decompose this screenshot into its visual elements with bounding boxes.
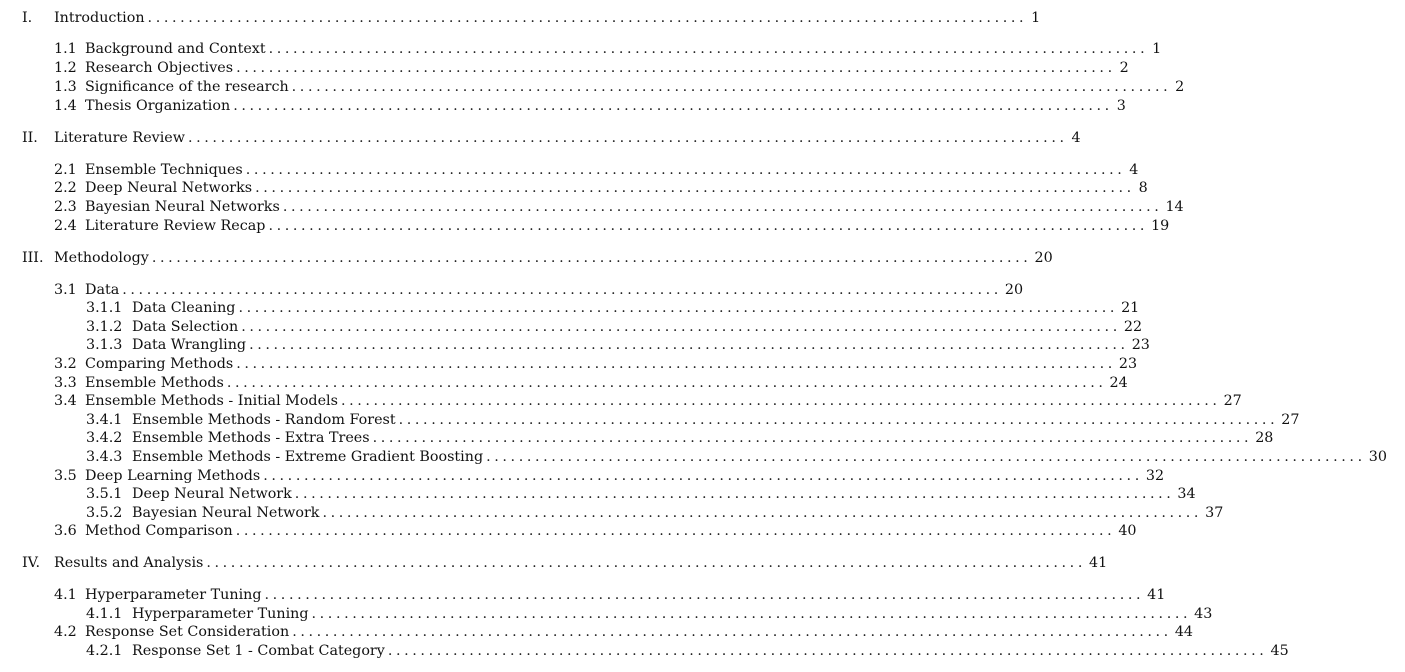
entry-number: 1.2 — [54, 60, 77, 76]
dot-leader: ............................................................................................................ — [268, 41, 1149, 57]
entry-title: Literature Review — [54, 130, 185, 146]
dot-leader: ............................................................................................................ — [206, 555, 1086, 571]
dot-leader: ............................................................................................................ — [322, 505, 1203, 521]
dot-leader: ............................................................................................................ — [151, 250, 1032, 266]
entry-page: 34 — [1177, 486, 1196, 502]
toc-section-1-1[interactable] — [0, 40, 1162, 58]
toc-section-1-3[interactable] — [0, 78, 1185, 96]
dot-leader: ............................................................................................................ — [282, 199, 1163, 215]
entry-title: Thesis Organization — [85, 98, 231, 114]
entry-title: Comparing Methods — [85, 356, 234, 372]
entry-number: 3.2 — [54, 356, 77, 372]
toc-section-4-2[interactable] — [0, 623, 1194, 641]
toc-chapter-1[interactable] — [0, 9, 1041, 27]
entry-page: 4 — [1129, 162, 1139, 178]
toc-section-1-2[interactable] — [0, 59, 1129, 77]
dot-leader: ............................................................................................................ — [238, 300, 1119, 316]
entry-number: 3.4.3 — [86, 449, 123, 465]
entry-title: Bayesian Neural Networks — [85, 199, 280, 215]
entry-number: 3.1.1 — [86, 300, 123, 316]
toc-section-1-4[interactable] — [0, 97, 1126, 115]
entry-number: 3.5 — [54, 468, 77, 484]
toc-subsection-3-5-2[interactable] — [0, 504, 1224, 522]
dot-leader: ............................................................................................................ — [233, 98, 1113, 114]
entry-title: Literature Review Recap — [85, 218, 266, 234]
dot-leader: ............................................................................................................ — [292, 624, 1172, 640]
entry-title: Data Selection — [132, 319, 239, 335]
entry-page: 21 — [1121, 300, 1140, 316]
entry-page: 23 — [1131, 337, 1150, 353]
entry-page: 24 — [1109, 375, 1128, 391]
entry-number: 4.2.1 — [86, 643, 123, 659]
entry-title: Results and Analysis — [54, 555, 204, 571]
entry-page: 23 — [1118, 356, 1138, 372]
toc-subsection-3-1-1[interactable] — [0, 299, 1140, 317]
entry-page: 22 — [1123, 319, 1143, 335]
toc-chapter-4[interactable] — [0, 554, 1108, 572]
entry-title: Method Comparison — [85, 523, 233, 539]
dot-leader: ............................................................................................................ — [372, 430, 1253, 446]
entry-page: 40 — [1118, 523, 1137, 539]
entry-page: 30 — [1368, 449, 1387, 465]
entry-number: 3.3 — [54, 375, 77, 391]
entry-page: 19 — [1151, 218, 1170, 234]
entry-title: Bayesian Neural Network — [132, 505, 320, 521]
dot-leader: ............................................................................................................ — [226, 375, 1107, 391]
toc-section-3-4[interactable] — [0, 392, 1242, 410]
entry-title: Data Cleaning — [132, 300, 236, 316]
entry-title: Background and Context — [85, 41, 266, 57]
toc-section-2-1[interactable] — [0, 161, 1139, 179]
entry-page: 20 — [1004, 282, 1024, 298]
entry-page: 41 — [1147, 587, 1166, 603]
toc-section-2-4[interactable] — [0, 217, 1170, 235]
dot-leader: ............................................................................................................ — [147, 10, 1028, 26]
toc-chapter-2[interactable] — [0, 129, 1081, 147]
entry-title: Data Wrangling — [132, 337, 247, 353]
toc-section-3-1[interactable] — [0, 281, 1024, 299]
dot-leader: ............................................................................................................ — [263, 468, 1143, 484]
entry-title: Hyperparameter Tuning — [85, 587, 262, 603]
dot-leader: ............................................................................................................ — [255, 180, 1135, 196]
entry-number: 2.4 — [54, 218, 77, 234]
dot-leader: ............................................................................................................ — [486, 449, 1366, 465]
dot-leader: ............................................................................................................ — [249, 337, 1129, 353]
entry-page: 2 — [1175, 79, 1185, 95]
entry-title: Deep Neural Networks — [85, 180, 253, 196]
entry-page: 20 — [1034, 250, 1053, 266]
toc-section-3-2[interactable] — [0, 355, 1138, 373]
entry-title: Ensemble Methods - Extra Trees — [132, 430, 370, 446]
dot-leader: ............................................................................................................ — [340, 393, 1221, 409]
dot-leader: ............................................................................................................ — [294, 486, 1175, 502]
dot-leader: ............................................................................................................ — [236, 356, 1116, 372]
toc-section-4-1[interactable] — [0, 586, 1166, 604]
entry-title: Deep Neural Network — [132, 486, 292, 502]
entry-page: 14 — [1165, 199, 1184, 215]
entry-number: 3.1.3 — [86, 337, 123, 353]
dot-leader: ............................................................................................................ — [245, 162, 1126, 178]
entry-title: Ensemble Techniques — [85, 162, 243, 178]
dot-leader: ............................................................................................................ — [387, 643, 1268, 659]
entry-number: IV. — [22, 555, 41, 571]
toc-subsection-3-4-3[interactable] — [0, 448, 1387, 466]
entry-title: Ensemble Methods - Initial Models — [85, 393, 338, 409]
entry-number: 1.3 — [54, 79, 77, 95]
entry-page: 37 — [1205, 505, 1224, 521]
toc-section-3-6[interactable] — [0, 522, 1137, 540]
toc-section-3-3[interactable] — [0, 374, 1128, 392]
entry-number: 3.6 — [54, 523, 77, 539]
entry-number: 4.1 — [54, 587, 77, 603]
entry-number: 3.4.1 — [86, 412, 123, 428]
dot-leader: ............................................................................................................ — [188, 130, 1068, 146]
entry-number: 3.5.1 — [86, 486, 123, 502]
entry-page: 41 — [1088, 555, 1108, 571]
toc-subsection-3-1-2[interactable] — [0, 318, 1143, 336]
entry-page: 2 — [1119, 60, 1129, 76]
toc-subsection-3-5-1[interactable] — [0, 485, 1196, 503]
toc-subsection-3-4-2[interactable] — [0, 429, 1274, 447]
entry-page: 45 — [1270, 643, 1289, 659]
entry-title: Introduction — [54, 10, 145, 26]
dot-leader: ............................................................................................................ — [235, 523, 1116, 539]
entry-number: 4.1.1 — [86, 606, 123, 622]
dot-leader: ............................................................................................................ — [268, 218, 1149, 234]
dot-leader: ............................................................................................................ — [398, 412, 1279, 428]
toc-subsection-4-1-1[interactable] — [0, 605, 1213, 623]
entry-number: 1.1 — [54, 41, 77, 57]
entry-number: II. — [22, 130, 38, 146]
entry-title: Hyperparameter Tuning — [132, 606, 309, 622]
entry-title: Research Objectives — [85, 60, 234, 76]
toc-subsection-3-1-3[interactable] — [0, 336, 1150, 354]
entry-title: Response Set Consideration — [85, 624, 290, 640]
entry-title: Significance of the research — [85, 79, 289, 95]
entry-number: I. — [22, 10, 33, 26]
entry-title: Ensemble Methods - Random Forest — [132, 412, 396, 428]
entry-number: 2.2 — [54, 180, 77, 196]
dot-leader: ............................................................................................................ — [264, 587, 1145, 603]
entry-title: Deep Learning Methods — [85, 468, 261, 484]
entry-title: Ensemble Methods — [85, 375, 224, 391]
entry-page: 43 — [1194, 606, 1213, 622]
entry-number: 3.4 — [54, 393, 77, 409]
toc-section-2-3[interactable] — [0, 198, 1184, 216]
entry-number: III. — [22, 250, 44, 266]
entry-page: 27 — [1223, 393, 1242, 409]
dot-leader: ............................................................................................................ — [291, 79, 1172, 95]
entry-number: 3.5.2 — [86, 505, 123, 521]
dot-leader: ............................................................................................................ — [241, 319, 1121, 335]
entry-page: 1 — [1152, 41, 1162, 57]
entry-title: Data — [85, 282, 120, 298]
entry-number: 3.4.2 — [86, 430, 123, 446]
entry-number: 3.1 — [54, 282, 77, 298]
dot-leader: ............................................................................................................ — [236, 60, 1116, 76]
entry-page: 8 — [1138, 180, 1148, 196]
entry-number: 2.1 — [54, 162, 77, 178]
entry-number: 1.4 — [54, 98, 77, 114]
entry-page: 4 — [1071, 130, 1081, 146]
entry-number: 4.2 — [54, 624, 77, 640]
toc-section-2-2[interactable] — [0, 179, 1148, 197]
dot-leader: ............................................................................................................ — [122, 282, 1002, 298]
entry-page: 32 — [1145, 468, 1165, 484]
toc-section-3-5[interactable] — [0, 467, 1165, 485]
toc-subsection-3-4-1[interactable] — [0, 411, 1300, 429]
dot-leader: ............................................................................................................ — [311, 606, 1192, 622]
toc-chapter-3[interactable] — [0, 249, 1053, 267]
entry-title: Ensemble Methods - Extreme Gradient Boosting — [132, 449, 484, 465]
entry-title: Response Set 1 - Combat Category — [132, 643, 385, 659]
entry-page: 1 — [1031, 10, 1041, 26]
toc-subsection-4-2-1[interactable] — [0, 642, 1289, 660]
entry-number: 2.3 — [54, 199, 77, 215]
entry-page: 28 — [1255, 430, 1274, 446]
entry-page: 27 — [1281, 412, 1300, 428]
entry-page: 3 — [1116, 98, 1126, 114]
entry-page: 44 — [1174, 624, 1194, 640]
entry-number: 3.1.2 — [86, 319, 123, 335]
entry-title: Methodology — [54, 250, 149, 266]
